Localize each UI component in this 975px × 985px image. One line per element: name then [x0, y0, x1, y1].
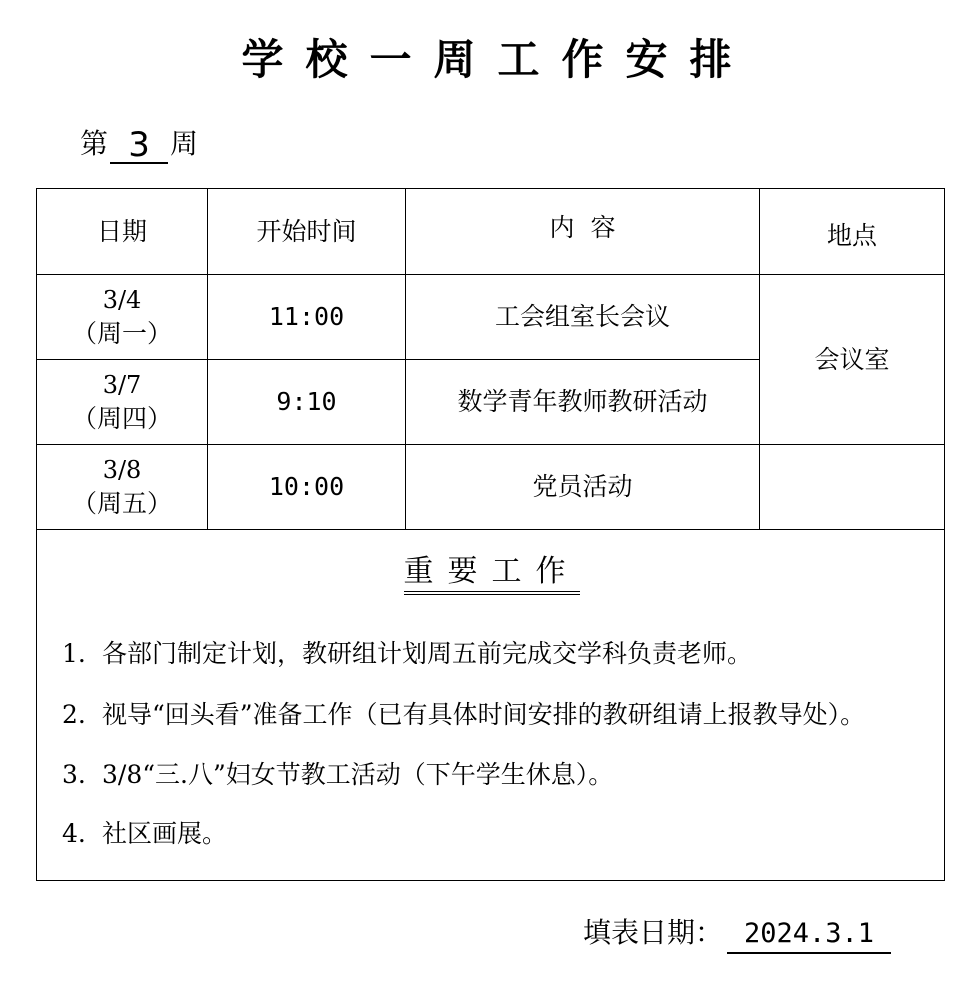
table-row-start-time	[208, 445, 405, 529]
table-divider	[37, 529, 944, 530]
work-item	[62, 757, 613, 793]
work-item-text: 3/8“三.八”妇女节教工活动（下午学生休息）。	[102, 760, 614, 789]
work-item-text: 社区画展。	[102, 819, 228, 848]
week-line	[80, 124, 198, 164]
header-content: 内 容	[549, 212, 616, 242]
header-date: 日期	[96, 216, 147, 246]
work-item-index: 1.	[62, 639, 86, 668]
table-row-content: 工会组室长会议	[494, 302, 670, 331]
table-row-content: 党员活动	[532, 472, 633, 501]
week-prefix: 第	[80, 127, 109, 160]
fill-date-label: 填表日期：	[583, 916, 724, 949]
week-suffix: 周	[170, 127, 199, 160]
date-value: 3/7	[102, 371, 142, 399]
work-item	[62, 697, 865, 733]
weekday-label: （周一）	[71, 319, 172, 348]
work-item-text: 各部门制定计划，教研组计划周五前完成交学科负责老师。	[102, 639, 753, 668]
important-work-heading: 重要工作	[404, 554, 580, 595]
start-time-value: 9:10	[276, 387, 337, 416]
table-row-date	[37, 445, 207, 529]
table-row-date	[37, 360, 207, 444]
work-item-index: 2.	[62, 700, 86, 729]
header-location: 地点	[826, 220, 877, 250]
work-item	[62, 816, 227, 852]
important-work-title	[0, 552, 975, 595]
fill-date-value: 2024.3.1	[727, 916, 891, 954]
table-row-start-time	[208, 360, 405, 444]
table-row-content: 数学青年教师教研活动	[457, 387, 708, 416]
page-title: 学校一周工作安排	[241, 35, 754, 84]
work-item	[62, 636, 752, 672]
date-value: 3/4	[102, 286, 142, 314]
work-item-index: 4.	[62, 819, 86, 848]
location-meeting-room: 会议室	[814, 344, 890, 374]
header-start-time: 开始时间	[256, 216, 357, 246]
work-item-index: 3.	[62, 760, 86, 789]
start-time-value: 11:00	[268, 302, 345, 331]
start-time-value: 10:00	[268, 472, 345, 501]
table-row-location-empty	[760, 445, 944, 529]
week-number: 3	[110, 128, 168, 164]
weekday-label: （周四）	[71, 404, 172, 433]
date-value: 3/8	[102, 456, 142, 484]
table-row-date	[37, 275, 207, 359]
work-item-text: 视导“回头看”准备工作（已有具体时间安排的教研组请上报教导处）。	[102, 700, 866, 729]
weekday-label: （周五）	[71, 489, 172, 518]
table-row-start-time	[208, 275, 405, 359]
fill-date	[583, 913, 891, 954]
